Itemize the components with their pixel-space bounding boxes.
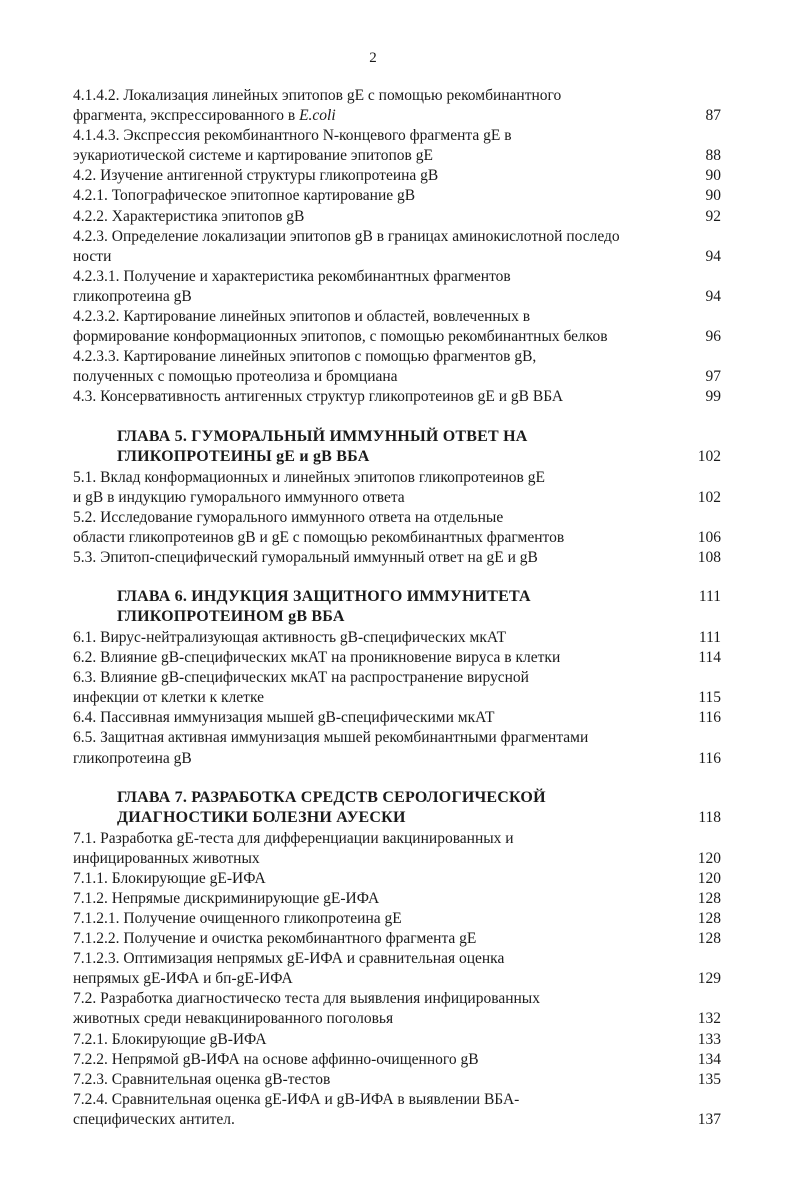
toc-entry <box>73 227 721 267</box>
toc-page-number: 133 <box>697 1030 721 1048</box>
toc-page-number: 94 <box>705 247 721 265</box>
toc-entry-line: 4.1.4.2. Локализация линейных эпитопов gE с помощью рекомбинантного <box>73 87 562 104</box>
toc-entry <box>73 548 721 568</box>
toc-entry-title <box>73 788 677 829</box>
toc-entry-line: 4.3. Консервативность антигенных структур гликопротеинов gE и gB ВБА <box>73 388 564 406</box>
toc-page-number: 90 <box>705 187 721 205</box>
toc-entry-line: инфекции от клетки к клетке <box>73 689 264 707</box>
toc-entry-line: ГЛИКОПРОТЕИНЫ gE и gB ВБА <box>117 448 370 465</box>
toc-entry-line: ГЛИКОПРОТЕИНОМ gB ВБА <box>117 608 345 626</box>
table-of-contents <box>73 86 721 1130</box>
toc-entry-line: 7.2. Разработка диагностическо теста для выявления инфицированных <box>73 990 540 1008</box>
toc-entry-title <box>73 347 677 387</box>
toc-entry <box>73 648 721 668</box>
toc-entry-line: 4.2.3. Определение локализации эпитопов gB в границах аминокислотной последо <box>73 227 620 245</box>
toc-entry <box>73 929 721 949</box>
toc-entry-title <box>73 387 677 407</box>
toc-entry-line: полученных с помощью протеолиза и бромциана <box>73 368 398 386</box>
toc-entry-line: 6.1. Вирус-нейтрализующая активность gB-специфических мкАТ <box>73 628 507 646</box>
toc-chapter-heading <box>73 587 721 628</box>
toc-entry-title <box>73 227 677 267</box>
toc-entry-line: 7.1. Разработка gE-теста для дифференциации вакцинированных и <box>73 829 514 847</box>
toc-entry <box>73 949 721 989</box>
toc-entry-title <box>73 1050 677 1070</box>
toc-entry <box>73 869 721 889</box>
toc-entry-line: 5.2. Исследование гуморального иммунного ответа на отдельные <box>73 508 504 526</box>
toc-entry-title <box>73 427 677 468</box>
toc-page-number: 99 <box>705 388 721 406</box>
toc-entry-line: фрагмента, экспрессированного в E.coli <box>73 107 336 125</box>
toc-page-number: 111 <box>698 628 721 646</box>
toc-page-number: 137 <box>697 1110 721 1128</box>
toc-entry-line: 7.1.2.2. Получение и очистка рекомбинантного фрагмента gE <box>73 930 477 948</box>
toc-entry <box>73 1030 721 1050</box>
toc-entry <box>73 728 721 768</box>
toc-entry-line: 6.3. Влияние gB-специфических мкАТ на распространение вирусной <box>73 669 529 687</box>
toc-entry-title <box>73 869 677 889</box>
toc-entry <box>73 347 721 387</box>
toc-page-number: 128 <box>697 889 721 907</box>
toc-page-number: 128 <box>697 930 721 948</box>
toc-entry <box>73 508 721 548</box>
toc-page-number: 116 <box>698 749 721 767</box>
toc-entry-title <box>73 929 677 949</box>
toc-entry-line: 4.2.3.3. Картирование линейных эпитопов с помощью фрагментов gB, <box>73 348 537 366</box>
toc-entry-line: 4.1.4.3. Экспрессия рекомбинантного N-концевого фрагмента gE в <box>73 127 512 145</box>
toc-entry-title <box>73 628 677 648</box>
toc-page-number: 128 <box>697 910 721 927</box>
toc-entry <box>73 668 721 708</box>
toc-entry <box>73 387 721 407</box>
toc-entry <box>73 889 721 909</box>
toc-entry <box>73 186 721 206</box>
toc-entry <box>73 126 721 166</box>
toc-entry-line: непрямых gE-ИФА и бп-gE-ИФА <box>73 970 293 988</box>
toc-entry-title <box>73 207 677 227</box>
toc-entry <box>73 628 721 648</box>
toc-entry <box>73 829 721 869</box>
toc-entry-title <box>73 126 677 166</box>
toc-page-number: 114 <box>698 649 721 667</box>
toc-page-number: 102 <box>697 488 721 506</box>
toc-page-number: 116 <box>698 709 721 727</box>
section-gap <box>73 408 721 427</box>
toc-entry-title <box>73 548 677 568</box>
toc-entry-line: формирование конформационных эпитопов, с помощью рекомбинантных белков <box>73 328 608 346</box>
section-gap <box>73 769 721 788</box>
toc-entry <box>73 267 721 307</box>
toc-entry-line: ГЛАВА 5. ГУМОРАЛЬНЫЙ ИММУННЫЙ ОТВЕТ НА <box>117 427 528 445</box>
toc-page-number: 129 <box>697 970 721 988</box>
toc-chapter-heading <box>73 427 721 468</box>
toc-entry <box>73 468 721 508</box>
toc-page-number: 87 <box>705 107 721 125</box>
toc-entry <box>73 909 721 929</box>
toc-entry-title <box>73 1030 677 1050</box>
toc-entry-line: гликопротеина gB <box>73 287 192 305</box>
toc-entry-line: 4.2.1. Топографическое эпитопное картирование gB <box>73 187 416 205</box>
toc-entry-line: 5.1. Вклад конформационных и линейных эпитопов гликопротеинов gE <box>73 468 545 486</box>
toc-entry-title <box>73 989 677 1029</box>
toc-entry-line: 6.5. Защитная активная иммунизация мышей рекомбинантными фрагментами <box>73 729 589 747</box>
toc-entry-line: 7.2.4. Сравнительная оценка gE-ИФА и gB-ИФА в выявлении ВБА- <box>73 1090 520 1108</box>
toc-entry-line: области гликопротеинов gB и gE с помощью рекомбинантных фрагментов <box>73 528 565 546</box>
toc-entry-title <box>73 307 677 347</box>
toc-entry-title <box>73 949 677 989</box>
toc-entry-line: 4.2.3.1. Получение и характеристика рекомбинантных фрагментов <box>73 267 511 285</box>
toc-entry-title <box>73 668 677 708</box>
toc-entry-line: и gB в индукцию гуморального иммунного ответа <box>73 488 405 506</box>
toc-entry-title <box>73 1090 677 1130</box>
toc-entry-title <box>73 468 677 508</box>
toc-page-number: 92 <box>705 207 721 225</box>
toc-chapter-heading <box>73 788 721 829</box>
toc-page-number: 102 <box>697 448 721 465</box>
toc-page-number: 115 <box>698 689 721 707</box>
toc-entry <box>73 989 721 1029</box>
toc-entry-title <box>73 708 677 728</box>
toc-page-number: 97 <box>705 368 721 386</box>
toc-entry <box>73 86 721 126</box>
toc-entry <box>73 207 721 227</box>
toc-entry <box>73 1090 721 1130</box>
toc-entry-title <box>73 587 677 628</box>
toc-page-number: 108 <box>697 548 721 566</box>
toc-page-number: 134 <box>697 1050 721 1068</box>
toc-page-number: 118 <box>698 809 721 827</box>
toc-entry <box>73 1050 721 1070</box>
toc-entry-line: специфических антител. <box>73 1110 235 1128</box>
toc-entry-title <box>73 267 677 307</box>
toc-entry-title <box>73 1070 677 1090</box>
toc-entry-line: ГЛАВА 7. РАЗРАБОТКА СРЕДСТВ СЕРОЛОГИЧЕСКОЙ <box>117 788 546 806</box>
toc-page-number: 120 <box>697 869 721 887</box>
toc-entry-line: животных среди невакцинированного поголовья <box>73 1010 394 1028</box>
toc-entry-line: ности <box>73 247 112 265</box>
toc-entry-line: 7.2.3. Сравнительная оценка gB-тестов <box>73 1070 331 1088</box>
toc-entry-line: 7.1.2.1. Получение очищенного гликопротеина gE <box>73 910 402 927</box>
toc-entry-title <box>73 508 677 548</box>
toc-entry-title <box>73 829 677 869</box>
toc-entry-line: 7.2.2. Непрямой gB-ИФА на основе аффинно-очищенного gB <box>73 1050 479 1068</box>
toc-entry-line: 4.2. Изучение антигенной структуры гликопротеина gB <box>73 167 439 185</box>
toc-page-number: 135 <box>697 1070 721 1088</box>
toc-entry-line: 6.2. Влияние gB-специфических мкАТ на проникновение вируса в клетки <box>73 649 561 667</box>
toc-entry-line: гликопротеина gB <box>73 749 192 767</box>
section-gap <box>73 568 721 587</box>
toc-entry-title <box>73 728 677 768</box>
toc-entry-line: инфицированных животных <box>73 849 260 867</box>
toc-entry-line: 4.2.2. Характеристика эпитопов gB <box>73 207 305 225</box>
toc-entry <box>73 708 721 728</box>
toc-entry-line: 4.2.3.2. Картирование линейных эпитопов и областей, вовлеченных в <box>73 308 531 326</box>
toc-entry-title <box>73 889 677 909</box>
toc-entry-line: ГЛАВА 6. ИНДУКЦИЯ ЗАЩИТНОГО ИММУНИТЕТА <box>117 587 531 605</box>
toc-entry <box>73 307 721 347</box>
toc-page-number: 88 <box>705 147 721 165</box>
toc-page-number: 120 <box>697 849 721 867</box>
toc-entry-line: 7.1.2.3. Оптимизация непрямых gE-ИФА и сравнительная оценка <box>73 950 505 968</box>
toc-entry-line: 6.4. Пассивная иммунизация мышей gB-специфическими мкАТ <box>73 709 495 727</box>
toc-page-number: 111 <box>698 587 721 605</box>
toc-entry <box>73 1070 721 1090</box>
toc-entry-line: 7.1.2. Непрямые дискриминирующие gE-ИФА <box>73 889 380 907</box>
toc-page-number: 94 <box>705 287 721 305</box>
toc-page-number: 96 <box>705 328 721 346</box>
toc-entry-title <box>73 648 677 668</box>
toc-entry-line: 5.3. Эпитоп-специфический гуморальный иммунный ответ на gE и gB <box>73 548 538 566</box>
toc-page-number: 132 <box>697 1010 721 1028</box>
toc-entry-line: эукариотической системе и картирование эпитопов gE <box>73 147 433 165</box>
toc-page-number: 90 <box>705 167 721 185</box>
toc-entry-title <box>73 186 677 206</box>
toc-entry-line: ДИАГНОСТИКИ БОЛЕЗНИ АУЕСКИ <box>117 809 406 827</box>
toc-entry-title <box>73 86 677 126</box>
toc-entry-line: 7.2.1. Блокирующие gB-ИФА <box>73 1030 267 1048</box>
toc-entry-line: 7.1.1. Блокирующие gE-ИФА <box>73 869 266 887</box>
toc-entry-title <box>73 909 677 929</box>
toc-entry <box>73 166 721 186</box>
toc-entry-title <box>73 166 677 186</box>
toc-page-number: 106 <box>697 528 721 546</box>
page-number: 2 <box>369 50 377 66</box>
